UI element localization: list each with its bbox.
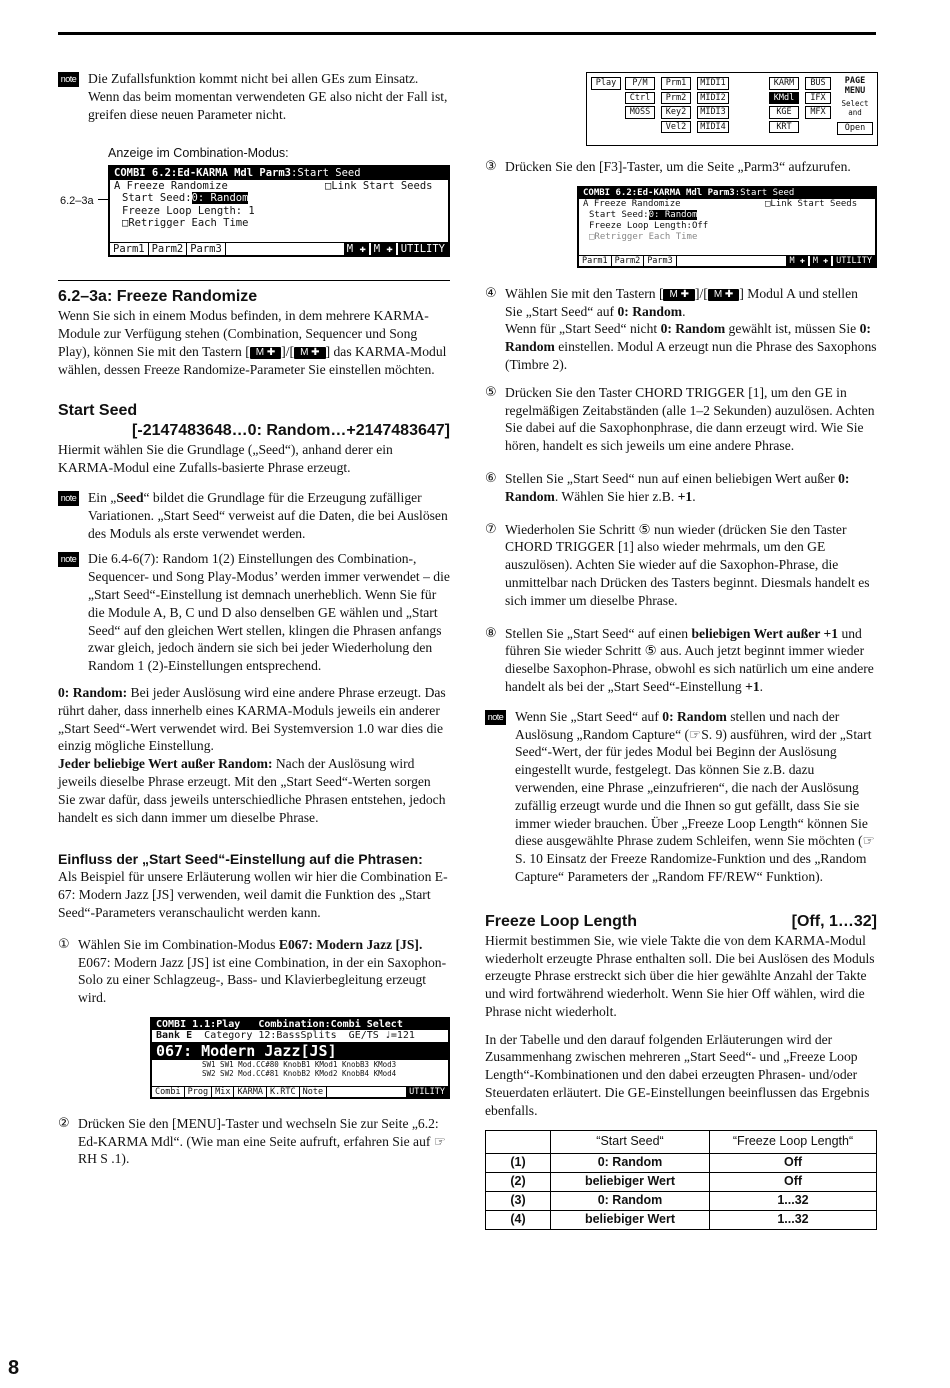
retrigger-checkbox[interactable]: □Retrigger Each Time <box>589 231 698 242</box>
menu-vel2[interactable]: Vel2 <box>661 121 691 134</box>
step-8: ⑧ Stellen Sie „Start Seed“ auf einen beliebigen Wert außer +1 und führen Sie wieder Schritt ⑤ aus. Auch jetzt beginnt immer wieder dieselbe Saxophon-Phrase, obwohl es sich natürlich um eine andere handelt als bei der „Start Seed“-Einstellung +1. <box>485 625 874 694</box>
figure-caption: Anzeige im Combination-Modus: <box>108 146 289 161</box>
step-5: ⑤ Drücken Sie den Taster CHORD TRIGGER [1], um den GE in regelmäßigen Zeitabständen (alle 1–2 Sekunden) auzulösen. Achten Sie dabei auf die Saxophonphrase, die dann erzeugt wird. Wie Sie hören, handelt es sich jeweils um eine andere Phrase. <box>485 384 875 454</box>
tab-combi[interactable]: Combi <box>152 1087 185 1097</box>
table-row: (2) beliebiger Wert Off <box>486 1172 877 1191</box>
utility-button[interactable]: UTILITY <box>406 1087 448 1097</box>
bank-label: Bank E <box>156 1030 193 1042</box>
page-number: 8 <box>8 1357 20 1379</box>
link-start-seeds-checkbox[interactable]: □Link Start Seeds <box>765 198 858 209</box>
open-button[interactable]: Open <box>837 122 873 135</box>
random-desc: 0: Random: Bei jeder Auslösung wird eine andere Phrase erzeugt. Das rührt daher, dass innerhelb eines KARMA-Moduls jeweils ein anderer „Start Seed“-Wert verwendet wird. Bei Systemversion 1.0 war dies die einzig mögliche Einstellung. <box>58 684 446 754</box>
menu-mfx[interactable]: MFX <box>805 106 831 119</box>
tab-parm3[interactable]: Parm3 <box>644 256 677 266</box>
note-random-function: note Die Zufallsfunktion kommt nicht bei allen GEs zum Einsatz. Wenn das beim momentan verwendeten GE also nicht der Fall ist, greifen diese neuen Parameter nicht. <box>58 70 450 123</box>
module-down-button[interactable]: M ✚ <box>786 256 807 266</box>
utility-button[interactable]: UTILITY <box>398 243 448 256</box>
note-icon: note <box>58 72 79 87</box>
menu-key2[interactable]: Key2 <box>661 106 691 119</box>
module-down-button[interactable]: M ✚ <box>344 243 369 256</box>
page-menu-title: PAGE MENU <box>844 76 866 96</box>
menu-bus[interactable]: BUS <box>805 77 831 90</box>
fll-range: [Off, 1…32] <box>791 912 877 930</box>
step-6: ⑥ Stellen Sie „Start Seed“ nun auf einen beliebigen Wert außer 0: Random. Wählen Sie hier z.B. +1. <box>485 470 850 504</box>
menu-midi3[interactable]: MIDI3 <box>697 106 729 119</box>
step-7: ⑦ Wiederholen Sie Schritt ⑤ nun wieder (drücken Sie den Taster CHORD TRIGGER [1] also wieder mehrmals, um den GE auszulösen). Achten Sie wieder auf die Saxophon-Phrase, die unmittelbar nach Drücken des Tasters beginnt. Diesmals handelt es sich immer um dieselbe Phrase. <box>485 521 870 608</box>
menu-prm1[interactable]: Prm1 <box>661 77 691 90</box>
module-up-button[interactable]: M ✚ <box>371 243 396 256</box>
left-column <box>58 70 450 1178</box>
einfluss-title: Einfluss der „Start Seed“-Einstellung auf die Phtrasen: <box>58 851 423 868</box>
lcd-title: COMBI 6.2:Ed-KARMA Mdl Parm3:Start Seed <box>110 167 448 180</box>
link-start-seeds-checkbox[interactable]: □Link Start Seeds <box>325 179 433 192</box>
tab-parm2[interactable]: Parm2 <box>612 256 645 266</box>
combi-name[interactable]: 067: Modern Jazz[JS] <box>152 1042 448 1060</box>
start-seed-value[interactable]: 0: Random <box>191 192 249 205</box>
menu-midi2[interactable]: MIDI2 <box>697 92 729 105</box>
lcd-screen-parm3-step3: COMBI 6.2:Ed-KARMA Mdl Parm3:Start Seed A Freeze Randomize □Link Start Seeds Start Seed:0: Random Freeze Loop Length:Off □Retrigger Each Time Parm1 Parm2 Parm3 M ✚ M ✚ UTILITY <box>577 186 877 268</box>
menu-kge[interactable]: KGE <box>769 106 799 119</box>
tab-note[interactable]: Note <box>300 1087 327 1097</box>
step-4: ④ Wählen Sie mit den Tastern [ M ✚ ]/[ M ✚ ] Modul A und stellen Sie „Start Seed“ auf 0: Random. Wenn für „Start Seed“ nicht 0: Random gewählt ist, müssen Sie 0: Random einstellen. Modul A erzeugt nun die Phrase des Saxophons (Timbre 2). <box>485 285 877 372</box>
page-menu-screen: Play P/M Ctrl MOSS Prm1 Prm2 Key2 Vel2 MIDI1 MIDI2 MIDI3 MIDI4 KARM KMdl KGE KRT BUS IFX MFX PAGE MENU Select and Open <box>586 72 878 146</box>
section-freeze-randomize: 6.2–3a: Freeze Randomize Wenn Sie sich in einem Modus befinden, in dem mehrere KARMA-Module zur Verfügung stehen (Combination, Sequencer und Song Play), können Sie mit den Tastern [ M ✚ ]/[ M ✚ ] das KARMA-Modul wählen, dessen Freeze Randomize-Parameter Sie einstellen möchten. <box>58 280 450 378</box>
right-column <box>485 70 877 1230</box>
menu-pm[interactable]: P/M <box>625 77 655 90</box>
menu-ifx[interactable]: IFX <box>805 92 831 105</box>
menu-moss[interactable]: MOSS <box>625 106 655 119</box>
menu-midi4[interactable]: MIDI4 <box>697 121 729 134</box>
figure-combi-parm3 <box>58 163 450 263</box>
note-icon: note <box>485 710 506 725</box>
freeze-randomize-label: A Freeze Randomize <box>114 179 228 192</box>
einfluss-text: Als Beispiel für unsere Erläuterung wollen wir hier die Combination E-67: Modern Jazz [JS] verwenden, weil damit die Funktion des „Start Seed“-Parameters veranschaulicht werden kann. <box>58 869 448 920</box>
fll-heading: Freeze Loop Length [Off, 1…32] <box>485 912 877 930</box>
table-row: (1) 0: Random Off <box>486 1153 877 1172</box>
lcd-screen-combi-play: COMBI 1.1:Play Combination:Combi Select Bank E Category 12:BassSplits GE/TS ♩=121 067: Modern Jazz[JS] SW1 SW1 Mod.CC#80 KnobB1 KMod1 KnobB3 KMod3 SW2 SW2 Mod.CC#81 KnobB2 KMod2 KnobB4 KMod4 Combi Prog Mix KARMA K.RTC Note UTILITY <box>150 1017 450 1099</box>
lcd-screen-parm3: COMBI 6.2:Ed-KARMA Mdl Parm3:Start Seed A Freeze Randomize □Link Start Seeds Start Seed:0: Random Freeze Loop Length: 1 □Retrigger Each Time Parm1 Parm2 Parm3 M ✚ M ✚ UTILITY <box>108 165 450 257</box>
note-seed: note Ein „Seed“ bildet die Grundlage für die Erzeugung zufälliger Variationen. „Start Seed“ verweist auf die Daten, die bei Auslösen des Moduls als erste verwendet werden. <box>58 489 450 542</box>
lcd-tabs <box>110 242 448 256</box>
combination-table <box>485 1130 877 1230</box>
tab-parm2[interactable]: Parm2 <box>149 243 188 256</box>
m-key-2: M ✚ <box>294 347 326 359</box>
figure-label: 6.2–3a <box>60 195 94 208</box>
step-1: ① Wählen Sie im Combination-Modus E067: Modern Jazz [JS]. E067: Modern Jazz [JS] ist eine Combination, in der ein Saxophon-Solo zu einer Schlagzeug-, Bass- und Klavierbegleitung erzeugt wird. <box>58 936 447 1006</box>
top-rule <box>58 32 876 35</box>
tab-karma[interactable]: KARMA <box>234 1087 267 1097</box>
freeze-loop-length[interactable]: Freeze Loop Length: 1 <box>122 204 255 217</box>
table-header: “Start Seed“ “Freeze Loop Length“ <box>486 1130 877 1153</box>
note-random-capture: note Wenn Sie „Start Seed“ auf 0: Random stellen und nach der Auslösung „Random Capture“ (☞S. 9) ausführen, wird der „Start Seed“-Wert, der für jedes Modul bei Beginn der Auslösung eingestellt wurde, festgelegt. Das können Sie z.B. dazu verwenden, eine Phrase „einzufrieren“, die nach der Auslösung zufällig erzeugt wurde und die Ihnen so gut gefällt, dass Sie sie immer wieder brauchen. Über „Freeze Loop Length“ können Sie diese ausgewählte Phrase zudem Schleifen, wenn Sie möchten (☞S. 10 Einsatz der Freeze Randomize-Funktion und des „Random Capture“ Parameters der „Random FF/REW“ Funktion). <box>485 708 877 886</box>
menu-midi1[interactable]: MIDI1 <box>697 77 729 90</box>
utility-button[interactable]: UTILITY <box>833 256 875 266</box>
tab-prog[interactable]: Prog <box>185 1087 212 1097</box>
table-row: (4) beliebiger Wert 1...32 <box>486 1210 877 1229</box>
menu-kmdl[interactable]: KMdl <box>769 92 799 105</box>
menu-prm2[interactable]: Prm2 <box>661 92 691 105</box>
freeze-loop-length[interactable]: Freeze Loop Length:Off <box>589 220 709 231</box>
module-up-button[interactable]: M ✚ <box>810 256 831 266</box>
fll-text: Hiermit bestimmen Sie, wie viele Takte die von dem KARMA-Modul wiederholt erzeugte Phrase enthalten soll. Die bei Auslösen des Moduls erzeugte Phrase erstreckt sich über die hier gewählte Anzahl der Takte und wird fortwährend wiederholt. Wenn Sie hier Off wählen, wird die Phrase nicht wiederholt. <box>485 932 875 1019</box>
menu-ctrl[interactable]: Ctrl <box>625 92 655 105</box>
menu-karm[interactable]: KARM <box>769 77 799 90</box>
note-random-settings: note Die 6.4-6(7): Random 1(2) Einstellungen des Combination-, Sequencer- und Song Play-Modus’ werden immer verwendet – die „Start Seed“-Einstellung ist demnach unerheblich. Wenn Sie für die Module A, B, C und D also denselben GE wählen und „Start Seed“ auf den gleichen Wert stellen, klingen die Phrasen anfangs zwar gleich, jedoch ändern sie sich bei jeder Wiederholung den Random 1 (2)-Einstellungen entsprechend. <box>58 550 450 675</box>
table-intro: In der Tabelle und den darauf folgenden Erläuterungen wird der Zusammenhang zwischen mehreren „Start Seed“- und „Freeze Loop Length“-Kombinationen und den dabei erzeugten Phrasen- und/oder Steuerdaten erläutert. Die GE-Einstellungen beeinflussen das Ergebnis ebenfalls. <box>485 1031 870 1118</box>
start-seed-heading: Start Seed [-2147483648…0: Random…+2147483647] <box>58 402 450 440</box>
tab-krtc[interactable]: K.RTC <box>267 1087 300 1097</box>
start-seed-value[interactable]: 0: Random <box>648 209 698 220</box>
table-row: (3) 0: Random 1...32 <box>486 1191 877 1210</box>
start-seed-text: Hiermit wählen Sie die Grundlage („Seed“), anhand derer ein KARMA-Modul eine Zufalls-basierte Phrase erzeugt. <box>58 442 393 476</box>
start-seed-range: [-2147483648…0: Random…+2147483647] <box>132 422 450 440</box>
retrigger-checkbox[interactable]: □Retrigger Each Time <box>122 217 249 230</box>
section-title: 6.2–3a: Freeze Randomize <box>58 288 258 306</box>
note-icon: note <box>58 491 79 506</box>
step-2: ② Drücken Sie den [MENU]-Taster und wechseln Sie zur Seite „6.2: Ed-KARMA Mdl“. (Wie man eine Seite aufruft, erfahren Sie auf ☞RH S .1). <box>58 1115 446 1167</box>
tab-parm1[interactable]: Parm1 <box>110 243 149 256</box>
tab-mix[interactable]: Mix <box>212 1087 234 1097</box>
tab-parm3[interactable]: Parm3 <box>187 243 226 256</box>
step-3: ③ Drücken Sie den [F3]-Taster, um die Seite „Parm3“ aufzurufen. <box>485 159 851 174</box>
note-icon: note <box>58 552 79 567</box>
any-value-desc: Jeder beliebige Wert außer Random: Nach der Auslösung wird jeweils dieselbe Phrase erzeugt. Mit den „Start Seed“-Werten sorgen Sie zwar dafür, dass jeweils unterschiedliche Phrasen entstehen, jedoch handelt es sich dann immer um dieselbe Phrase. <box>58 756 446 825</box>
m-key-1: M ✚ <box>250 347 282 359</box>
menu-krt[interactable]: KRT <box>769 121 799 134</box>
tab-parm1[interactable]: Parm1 <box>579 256 612 266</box>
menu-play[interactable]: Play <box>591 77 621 90</box>
